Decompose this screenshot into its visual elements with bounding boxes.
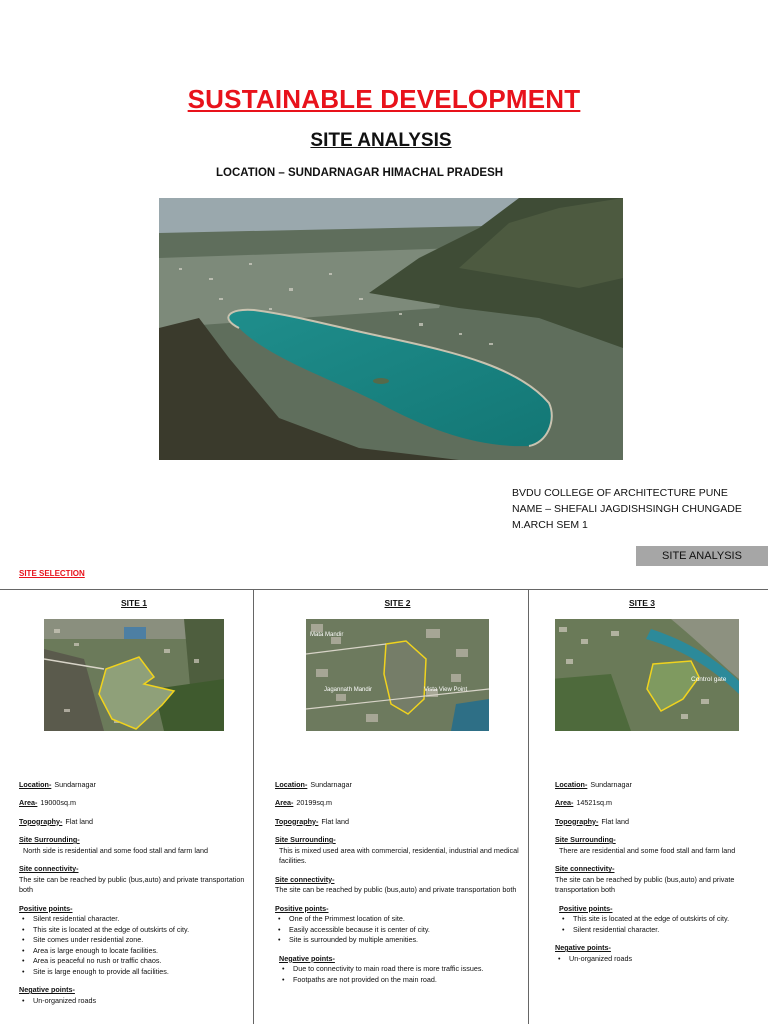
map-label-vista-view-point: Vista View Point — [424, 686, 468, 693]
semester: M.ARCH SEM 1 — [512, 519, 588, 531]
site-1-positive-label: Positive points- — [19, 903, 73, 913]
site-1-negative-label: Negative points- — [19, 985, 75, 994]
site-3-topography-label: Topography- — [555, 816, 599, 826]
map-label-mata-mandir: Mata Mandir — [310, 631, 344, 638]
site-1-positive-list — [19, 914, 249, 977]
site-selection-heading: SITE SELECTION — [19, 569, 85, 578]
list-item: • Due to connectivity to main road there is more traffic issues. — [291, 964, 520, 975]
list-item: • Site is surrounded by multiple amenities. — [287, 935, 520, 946]
site-1-location-label: Location- — [19, 779, 52, 789]
site-2-surrounding-label: Site Surrounding- — [275, 835, 336, 844]
site-3-area: 14521sq.m — [576, 798, 612, 807]
site-3-title: SITE 3 — [629, 598, 655, 608]
site-1-location: Sundarnagar — [54, 779, 96, 789]
site-3-connectivity-label: Site connectivity- — [555, 864, 615, 873]
site-1-area: 19000sq.m — [40, 798, 76, 807]
site-1-surrounding-label: Site Surrounding- — [19, 835, 80, 844]
site-3-surrounding: There are residential and some food stall and farm land — [559, 845, 736, 855]
list-item: • This site is located at the edge of outskirts of city. — [571, 914, 755, 925]
list-item: • Site comes under residential zone. — [31, 935, 249, 946]
list-item: • Easily accessible because it is center of city. — [287, 925, 520, 936]
site-3-satellite-map — [555, 619, 739, 731]
site-3-negative-label: Negative points- — [555, 943, 611, 952]
map-label-jagannath-mandir: Jagannath Mandir — [324, 686, 373, 693]
site-1-satellite-map — [44, 619, 224, 731]
site-1-area-label: Area- — [19, 798, 38, 807]
site-2-negative-list — [279, 964, 520, 985]
site-2-title: SITE 2 — [384, 598, 411, 608]
college-name: BVDU COLLEGE OF ARCHITECTURE PUNE — [512, 487, 728, 499]
site-2-connectivity-label: Site connectivity- — [275, 874, 335, 884]
divider-col-1 — [253, 589, 254, 1024]
site-1-surrounding: North side is residential and some food stall and farm land — [23, 845, 208, 855]
location-heading: LOCATION – SUNDARNAGAR HIMACHAL PRADESH — [216, 167, 504, 179]
site-2-area: 20199sq.m — [296, 798, 332, 807]
list-item: • Silent residential character. — [31, 914, 249, 925]
site-2-surrounding: This is mixed used area with commercial, residential, industrial and medical facilities. — [279, 845, 519, 865]
site-3-location: Sundarnagar — [590, 779, 632, 789]
page-title: SUSTAINABLE DEVELOPMENT — [187, 84, 581, 114]
list-item: • One of the Primmest location of site. — [287, 914, 520, 925]
list-item: • Area is large enough to locate facilities. — [31, 946, 249, 957]
site-3-area-label: Area- — [555, 798, 574, 807]
map-label-control-gate: Control gate — [691, 675, 727, 683]
list-item: • Silent residential character. — [571, 925, 755, 936]
page-subtitle: SITE ANALYSIS — [310, 130, 452, 151]
site-2-connectivity: The site can be reached by public (bus,auto) and private transportation both — [275, 885, 517, 894]
site-1-column — [19, 590, 249, 1024]
site-1-connectivity: The site can be reached by public (bus,auto) and private transportation both — [19, 874, 245, 894]
site-2-satellite-map — [306, 619, 489, 731]
aerial-lake-photo — [159, 198, 623, 460]
site-2-positive-label: Positive points- — [275, 903, 329, 913]
section-badge: SITE ANALYSIS — [636, 546, 768, 566]
site-3-column — [555, 590, 755, 1024]
site-1-title: SITE 1 — [121, 598, 147, 608]
site-3-positive-label: Positive points- — [559, 903, 613, 913]
site-2-area-label: Area- — [275, 798, 294, 807]
site-2-topography: Flat land — [321, 816, 349, 826]
site-3-topography: Flat land — [601, 816, 629, 826]
divider-col-2 — [528, 589, 529, 1024]
list-item: • This site is located at the edge of outskirts of city. — [31, 925, 249, 936]
list-item: • Footpaths are not provided on the main road. — [291, 975, 520, 986]
student-name: NAME – SHEFALI JAGDISHSINGH CHUNGADE — [512, 503, 742, 515]
list-item: • Un-organized roads — [567, 954, 755, 965]
college-info — [512, 485, 742, 533]
site-1-connectivity-label: Site connectivity- — [19, 864, 79, 873]
site-2-column — [275, 590, 520, 1024]
site-3-negative-list — [555, 954, 755, 965]
site-3-surrounding-label: Site Surrounding- — [555, 835, 616, 844]
site-2-positive-list — [275, 914, 520, 946]
site-3-location-label: Location- — [555, 779, 588, 789]
site-3-connectivity: The site can be reached by public (bus,auto) and private transportation both — [555, 874, 735, 894]
site-1-topography: Flat land — [65, 816, 93, 826]
site-2-location: Sundarnagar — [310, 779, 352, 789]
list-item: • Un-organized roads — [31, 996, 249, 1007]
list-item: • Area is peaceful no rush or traffic chaos. — [31, 956, 249, 967]
site-3-positive-list — [559, 914, 755, 935]
site-1-negative-list — [19, 996, 249, 1007]
site-2-location-label: Location- — [275, 779, 308, 789]
site-2-negative-label: Negative points- — [279, 953, 335, 963]
site-1-topography-label: Topography- — [19, 816, 63, 826]
site-2-topography-label: Topography- — [275, 816, 319, 826]
list-item: • Site is large enough to provide all facilities. — [31, 967, 249, 978]
